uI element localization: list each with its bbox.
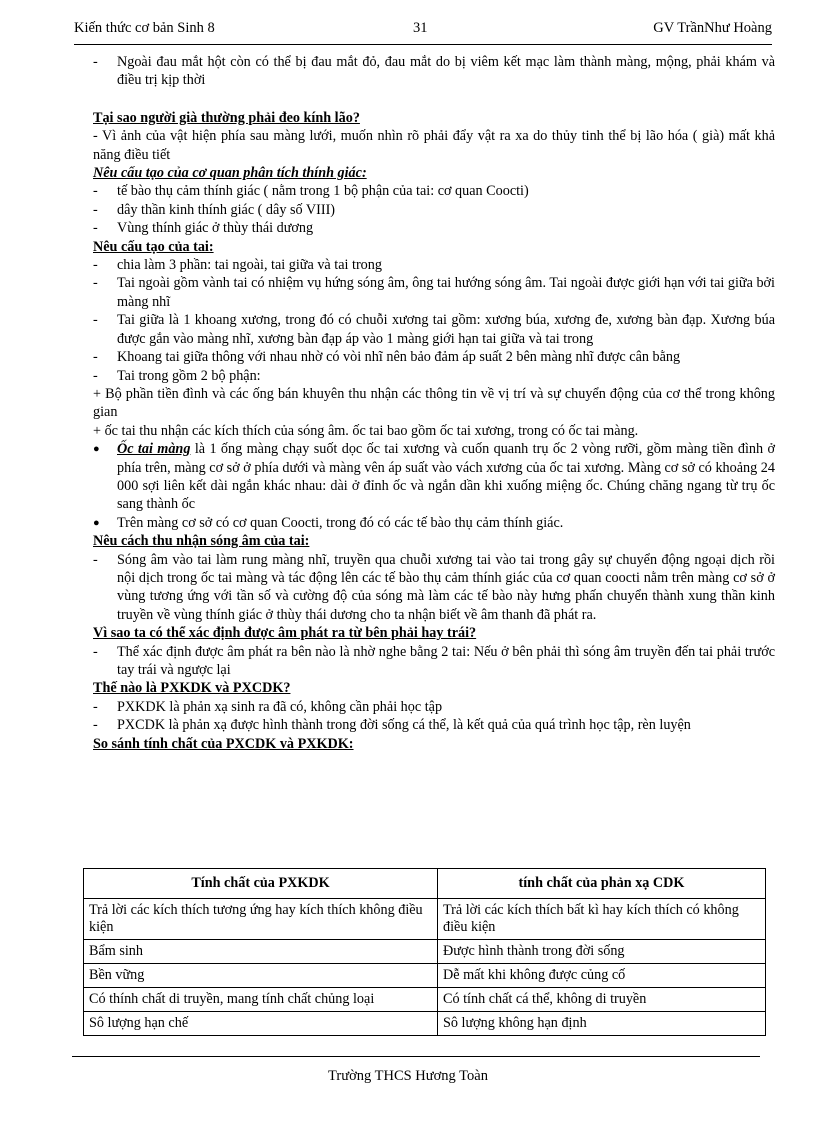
question-heading-5: Vì sao ta có thể xác định được âm phát ra từ bên phải hay trái?	[93, 625, 477, 642]
page-footer: Trường THCS Hương Toàn	[328, 1068, 488, 1084]
table-cell: Bền vững	[84, 964, 438, 988]
comparison-table	[83, 868, 766, 1036]
intro-item	[93, 53, 775, 90]
answer-text-1: - Vì ảnh của vật hiện phía sau màng lưới, muốn nhìn rõ phải đẩy vật ra xa do thủy tinh thể bị lão hóa ( già) mất khả năng điều tiết	[93, 128, 775, 163]
table-header-row	[84, 869, 766, 899]
question-heading-4: Nêu cách thu nhận sóng âm của tai:	[93, 533, 310, 550]
table-cell: Sô lượng hạn chế	[84, 1012, 438, 1036]
list-item: - Tai giữa là 1 khoang xương, trong đó có chuỗi xương tai gồm: xương búa, xương đe, xương bàn đạp. Xương búa được gắn vào màng nhĩ, xương bàn đạp áp vào 1 màng giới hạn tai giữa và tai trong	[93, 312, 775, 347]
question-heading-3: Nêu cấu tạo của tai:	[93, 238, 214, 255]
table-cell: Trả lời các kích thích bất kì hay kích thích có không điều kiện	[438, 899, 766, 940]
document-body	[93, 53, 775, 753]
intro-text: Ngoài đau mắt hột còn có thể bị đau mắt đỏ, đau mắt do bị viêm kết mạc làm thành màng, mộng, phải khám và điều trị kịp thời	[117, 54, 775, 89]
bullet-icon: ●	[93, 443, 100, 456]
plus-item: + Bộ phần tiền đình và các ống bán khuyên thu nhận các thông tin về vị trí và sự chuyển động của cơ thể trong không gian	[93, 385, 775, 421]
table-row	[84, 899, 766, 940]
question-heading-1: Tại sao người già thường phải đeo kính lão?	[93, 109, 360, 126]
table-row	[84, 940, 766, 964]
page-number: 31	[413, 20, 428, 36]
table-row	[84, 1012, 766, 1036]
dash-marker: -	[93, 54, 98, 70]
list-item: - PXKDK là phản xạ sinh ra đã có, không cần phải học tập	[93, 698, 443, 715]
table-cell: Sô lượng không hạn định	[438, 1012, 766, 1036]
bullet-term: Ốc tai màng	[117, 441, 191, 458]
header-author: GV TrầnNhư Hoàng	[653, 20, 772, 36]
column-header: tính chất của phản xạ CDK	[438, 869, 766, 899]
page-header	[74, 20, 772, 45]
table-cell: Trả lời các kích thích tương ứng hay kích thích không điều kiện	[84, 899, 438, 940]
table-row	[84, 964, 766, 988]
footer-divider	[72, 1056, 760, 1057]
list-item: - Vùng thính giác ở thùy thái dương	[93, 220, 314, 237]
column-header: Tính chất của PXKDK	[84, 869, 438, 899]
list-item: - Thể xác định được âm phát ra bên nào là nhờ nghe bằng 2 tai: Nếu ở bên phải thì sóng âm truyền đến tai phải trước tay trái và ngược lại	[93, 643, 775, 678]
list-item: - Khoang tai giữa thông với nhau nhờ có vòi nhĩ nên bảo đảm áp suất 2 bên màng nhĩ được cân bằng	[93, 349, 681, 366]
list-item: - Tai trong gồm 2 bộ phận:	[93, 367, 261, 384]
list-item: - Tai ngoài gồm vành tai có nhiệm vụ hứng sóng âm, ông tai hướng sóng âm. Tai ngoài được giới hạn với tai giữa bởi màng nhĩ	[93, 275, 775, 310]
table-row	[84, 988, 766, 1012]
bullet-icon: ●	[93, 516, 100, 529]
list-item: - chia làm 3 phần: tai ngoài, tai giữa và tai trong	[93, 257, 382, 274]
table-cell: Bẩm sinh	[84, 940, 438, 964]
bullet-item: ● Trên màng cơ sở có cơ quan Coocti, trong đó có các tế bào thụ cảm thính giác.	[93, 514, 564, 531]
header-subject: Kiến thức cơ bản Sinh 8	[74, 20, 215, 36]
table-cell: Được hình thành trong đời sống	[438, 940, 766, 964]
list-item: - dây thần kinh thính giác ( dây số VIII)	[93, 201, 336, 218]
question-heading-2: Nêu cấu tạo của cơ quan phân tích thính giác:	[93, 165, 367, 182]
question-heading-6: Thế nào là PXKDK và PXCDK?	[93, 680, 291, 697]
table-cell: Có tính chất cá thể, không di truyền	[438, 988, 766, 1012]
question-heading-7: So sánh tính chất của PXCDK và PXKDK:	[93, 735, 354, 752]
table-cell: Có thính chất di truyền, mang tính chất chủng loại	[84, 988, 438, 1012]
table-cell: Dễ mất khi không được củng cố	[438, 964, 766, 988]
list-item: - Sóng âm vào tai làm rung màng nhĩ, truyền qua chuỗi xương tai vào tai trong gây sự chuyển động ngoại dịch rồi nội dịch trong ốc tai màng và tác động lên các tế bào thụ cảm thính giác của cơ quan coocti nằm trên màng cơ sở ở vùng tương ứng với tần số và cường độ của sóng mà làm các tế bào này hưng phấn chuyển thành xung thần kinh truyền về vùng thính giác ở thùy thái dương cho ta nhận biết về âm thanh đã phát ra.	[93, 551, 775, 623]
list-item: - PXCDK là phản xạ được hình thành trong đời sống cá thể, là kết quả của quá trình học tập, rèn luyện	[93, 717, 691, 734]
bullet-item: ● Ốc tai màng là 1 ống màng chạy suốt dọc ốc tai xương và cuốn quanh trụ ốc 2 vòng rưỡi, gồm màng tiền đình ở phía trên, màng cơ sở ở phía dưới và màng vên áp suất vào vách xương của ốc tai xương. Màng cơ sở có khoảng 24 000 sợi liên kết dài ngắn khác nhau: dài ở đỉnh ốc và ngắn dần khi xuống miệng ốc. Chúng chăng ngang từ trụ ốc sang thành ốc	[93, 441, 775, 513]
plus-item: + ốc tai thu nhận các kích thích của sóng âm. ốc tai bao gồm ốc tai xương, trong có ốc tai màng.	[93, 422, 639, 439]
list-item: - tế bào thụ cảm thính giác ( nằm trong 1 bộ phận của tai: cơ quan Coocti)	[93, 183, 529, 200]
